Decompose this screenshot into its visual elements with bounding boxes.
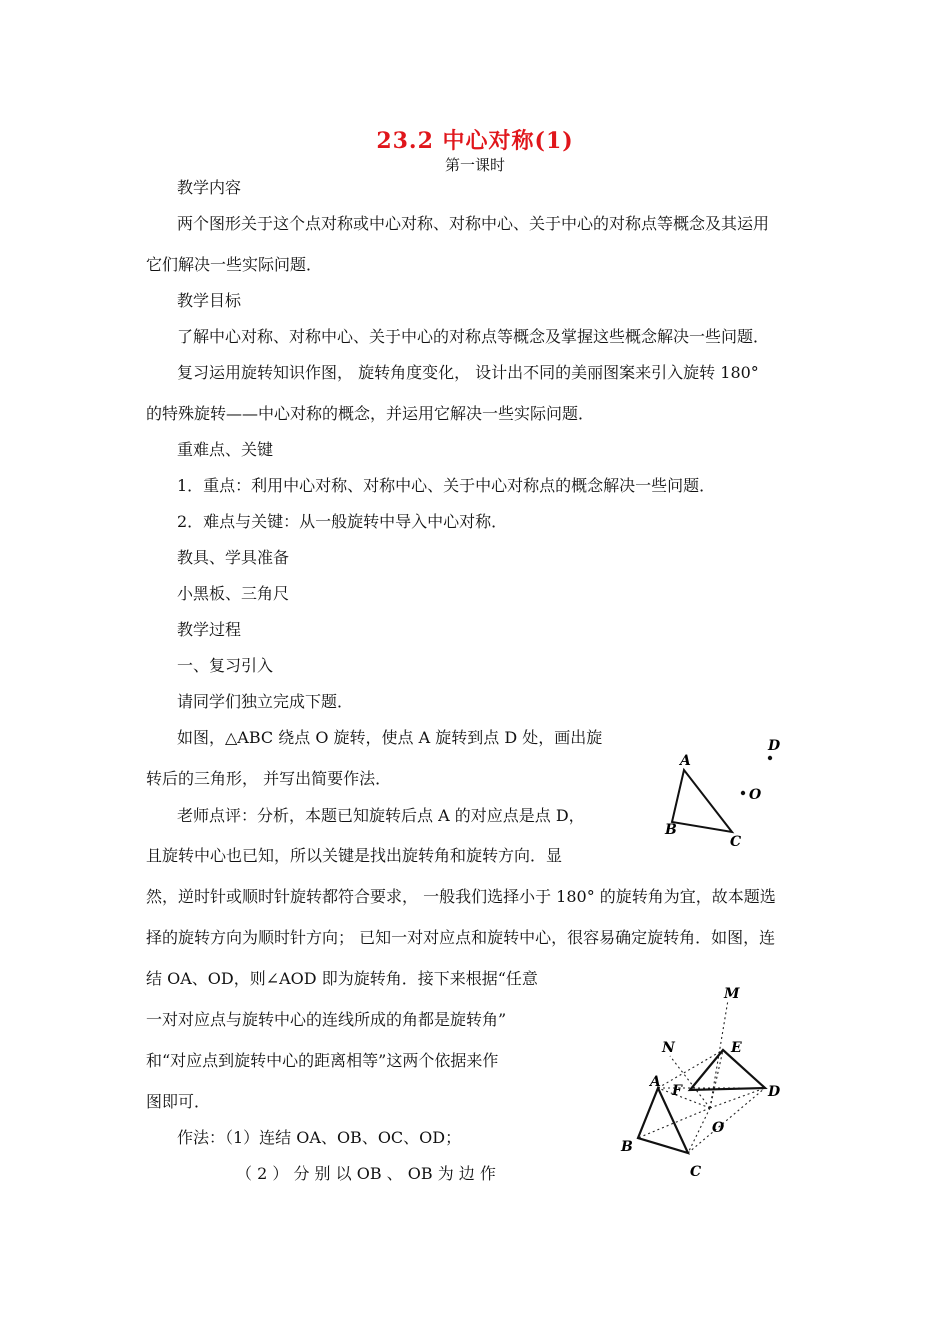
- paragraph-line: 择的旋转方向为顺时针方向； 已知一对对应点和旋转中心，很容易确定旋转角．如图，连: [146, 928, 776, 947]
- paragraph-line: 作法：（1）连结 OA、OB、OC、OD；: [177, 1128, 462, 1147]
- label-c: C: [690, 1164, 702, 1180]
- paragraph-line: 一对对应点与旋转中心的连线所成的角都是旋转角”: [146, 1010, 507, 1029]
- point-d: [768, 756, 772, 760]
- triangle-fed-shape: [690, 1050, 765, 1090]
- heading-tools: 教具、学具准备: [177, 548, 290, 567]
- paragraph-line: 两个图形关于这个点对称或中心对称、对称中心、关于中心的对称点等概念及其运用: [177, 214, 770, 233]
- label-f: F: [672, 1083, 682, 1099]
- label-d: D: [768, 1084, 781, 1100]
- heading-teaching-content: 教学内容: [177, 178, 242, 197]
- paragraph-line: 结 OA、OD，则∠AOD 即为旋转角．接下来根据“任意: [146, 969, 538, 988]
- label-a: A: [650, 1074, 661, 1090]
- page-title: 23.2 中心对称(1): [376, 128, 574, 154]
- heading-key-points: 重难点、关键: [177, 440, 274, 459]
- label-e: E: [731, 1040, 742, 1056]
- label-n: N: [662, 1040, 675, 1056]
- heading-teaching-goals: 教学目标: [177, 291, 242, 310]
- paragraph-line: 图即可．: [146, 1092, 211, 1111]
- paragraph-line: （ 2 ） 分 别 以 OB 、 OB 为 边 作: [236, 1164, 496, 1183]
- label-b: B: [665, 822, 677, 838]
- label-o: O: [712, 1120, 725, 1136]
- paragraph-line: 如图，△ABC 绕点 O 旋转，使点 A 旋转到点 D 处，画出旋: [177, 728, 603, 747]
- label-m: M: [724, 986, 740, 1002]
- figure-triangle-abc: [650, 730, 800, 860]
- paragraph-line: 的特殊旋转——中心对称的概念，并运用它解决一些实际问题．: [146, 404, 595, 423]
- paragraph-line: 了解中心对称、对称中心、关于中心的对称点等概念及掌握这些概念解决一些问题．: [177, 327, 770, 346]
- paragraph-line: 然，逆时针或顺时针旋转都符合要求， 一般我们选择小于 180° 的旋转角为宜，故本题选: [146, 887, 776, 906]
- list-item: 2．难点与关键：从一般旋转中导入中心对称．: [177, 512, 508, 531]
- label-c: C: [730, 834, 742, 850]
- page-subtitle: 第一课时: [444, 156, 505, 174]
- paragraph-line: 请同学们独立完成下题．: [177, 692, 354, 711]
- paragraph-line: 复习运用旋转知识作图， 旋转角度变化， 设计出不同的美丽图案来引入旋转 180°: [177, 363, 759, 382]
- paragraph-line: 和“对应点到旋转中心的距离相等”这两个依据来作: [146, 1051, 499, 1070]
- section-heading: 一、复习引入: [177, 656, 274, 675]
- figure-rotation-construction: [610, 978, 800, 1188]
- paragraph-line: 老师点评：分析，本题已知旋转后点 A 的对应点是点 D，: [177, 806, 585, 825]
- label-b: B: [621, 1139, 633, 1155]
- paragraph-line: 转后的三角形， 并写出简要作法．: [146, 769, 392, 788]
- label-o: O: [749, 787, 762, 803]
- point-o: [741, 791, 745, 795]
- triangle-abc-shape: [672, 770, 732, 832]
- heading-teaching-process: 教学过程: [177, 620, 242, 639]
- list-item: 1．重点：利用中心对称、对称中心、关于中心对称点的概念解决一些问题．: [177, 476, 716, 495]
- paragraph-line: 它们解决一些实际问题．: [146, 255, 323, 274]
- label-a: A: [680, 753, 691, 769]
- paragraph-line: 且旋转中心也已知，所以关键是找出旋转角和旋转方向．显: [146, 846, 563, 865]
- paragraph-line: 小黑板、三角尺: [177, 584, 290, 603]
- label-d: D: [768, 738, 781, 754]
